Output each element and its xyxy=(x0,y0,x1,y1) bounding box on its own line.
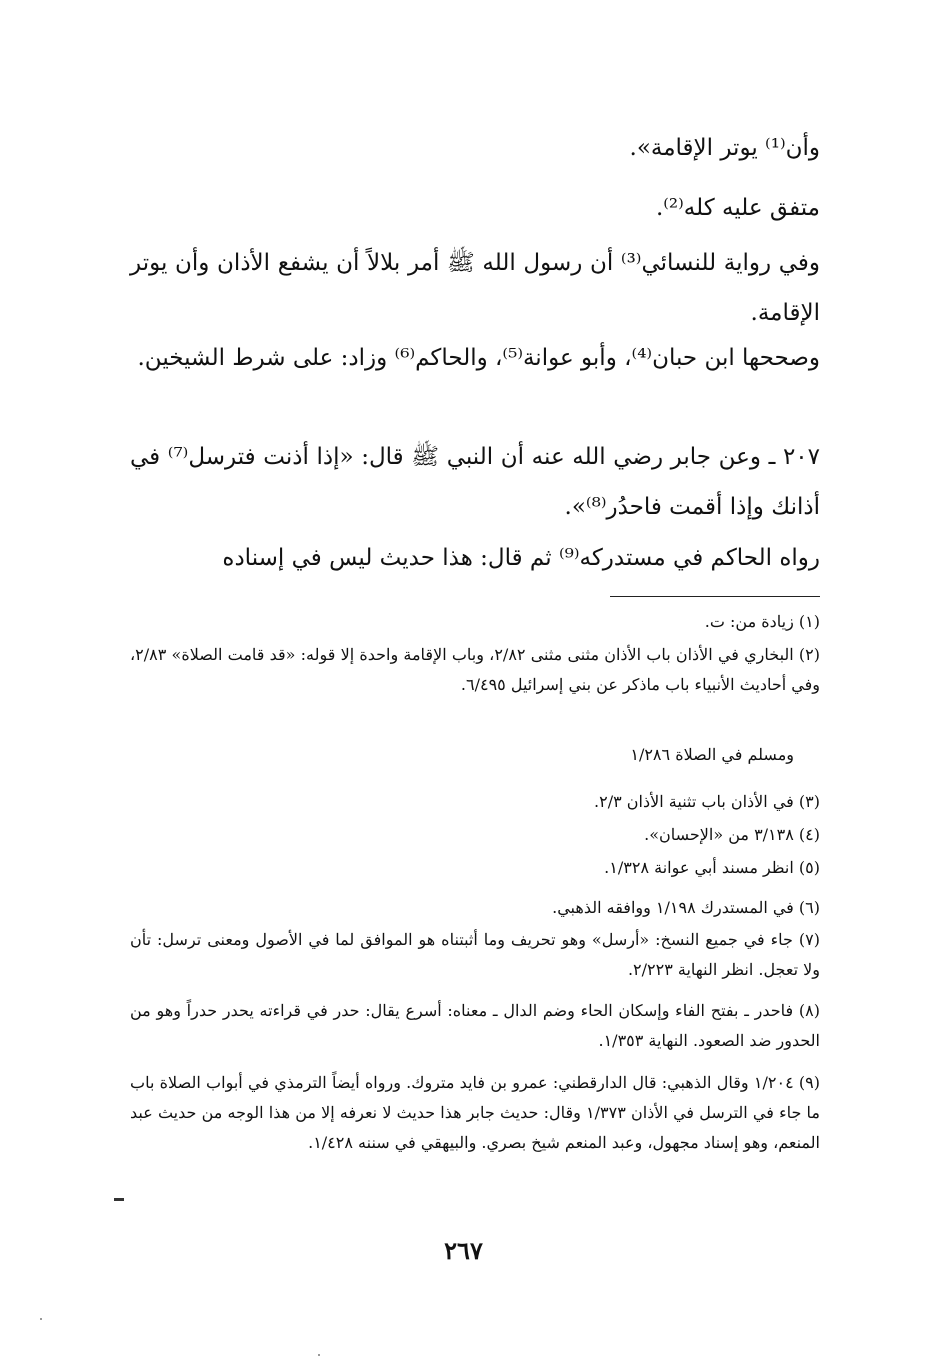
footnote-2-continued xyxy=(130,740,820,770)
body-paragraph-5: ٢٠٧ ـ وعن جابر رضي الله عنه أن النبي ﷺ قال: «إذا أذنت فترسل⁽⁷⁾ في أذانك وإذا أقمت فاحدُر⁽⁸⁾». xyxy=(130,444,820,520)
body-paragraph-1: وأن⁽¹⁾ يوتر الإقامة». xyxy=(629,135,820,161)
footnote-3: (٣) في الأذان باب تثنية الأذان ٢/٣. xyxy=(594,792,820,811)
footnote-6: (٦) في المستدرك ١/١٩٨ ووافقه الذهبي. xyxy=(552,898,820,917)
footnote-2-line: ومسلم في الصلاة ١/٢٨٦ xyxy=(630,745,794,764)
footnote-1: (١) زيادة من: ت. xyxy=(704,612,820,631)
scan-speck xyxy=(40,1318,42,1320)
footnote-8: (٨) فاحدر ـ بفتح الفاء وإسكان الحاء وضم الدال ـ معناه: أسرع يقال: حدر في قراءته يحدر حدراً وهو من الحدور ضد الصعود. النهاية ١/٣٥٣. xyxy=(130,1001,821,1050)
footnote-7: (٧) جاء في جميع النسخ: «أرسل» وهو تحريف وما أثبتناه هو الموافق لما في الأصول ومعنى ترسل: تأن ولا تعجل. انظر النهاية ٢/٢٢٣. xyxy=(130,930,820,979)
footnote-4: (٤) ٣/١٣٨ من «الإحسان». xyxy=(644,825,820,844)
footnote-9: (٩) ١/٢٠٤ وقال الذهبي: قال الدارقطني: عمرو بن فايد متروك. ورواه أيضاً الترمذي في أبواب الصلاة باب ما جاء في الترسل في الأذان ١/٣٧٣ وقال: حديث جابر هذا حديث لا نعرفه إلا من هذا الوجه من حديث عبد المنعم، وهو إسناد مجهول، وعبد المنعم شيخ بصري. والبيهقي في سننه ١/٤٢٨. xyxy=(130,1073,821,1152)
scan-speck xyxy=(318,1354,320,1356)
footnote-separator xyxy=(610,596,820,597)
footnote-2: (٢) البخاري في الأذان باب الأذان مثنى مثنى ٢/٨٢، وباب الإقامة واحدة إلا قوله: «قد قامت الصلاة» ٢/٨٣، وفي أحاديث الأنبياء باب ماذكر عن بني إسرائيل ٦/٤٩٥. xyxy=(130,645,821,694)
body-paragraph-3: وفي رواية للنسائي⁽³⁾ أن رسول الله ﷺ أمر بلالاً أن يشفع الأذان وأن يوتر الإقامة. xyxy=(130,250,820,326)
footnote-5: (٥) انظر مسند أبي عوانة ١/٣٢٨. xyxy=(604,858,820,877)
body-paragraph-2: متفق عليه كله⁽²⁾. xyxy=(655,195,820,221)
body-paragraph-6: رواه الحاكم في مستدركه⁽⁹⁾ ثم قال: هذا حديث ليس في إسناده xyxy=(222,545,820,571)
page-number: ٢٦٧ xyxy=(444,1236,483,1265)
body-paragraph-4: وصححها ابن حبان⁽⁴⁾، وأبو عوانة⁽⁵⁾، والحاكم⁽⁶⁾ وزاد: على شرط الشيخين. xyxy=(137,345,820,371)
margin-mark xyxy=(114,1198,124,1201)
